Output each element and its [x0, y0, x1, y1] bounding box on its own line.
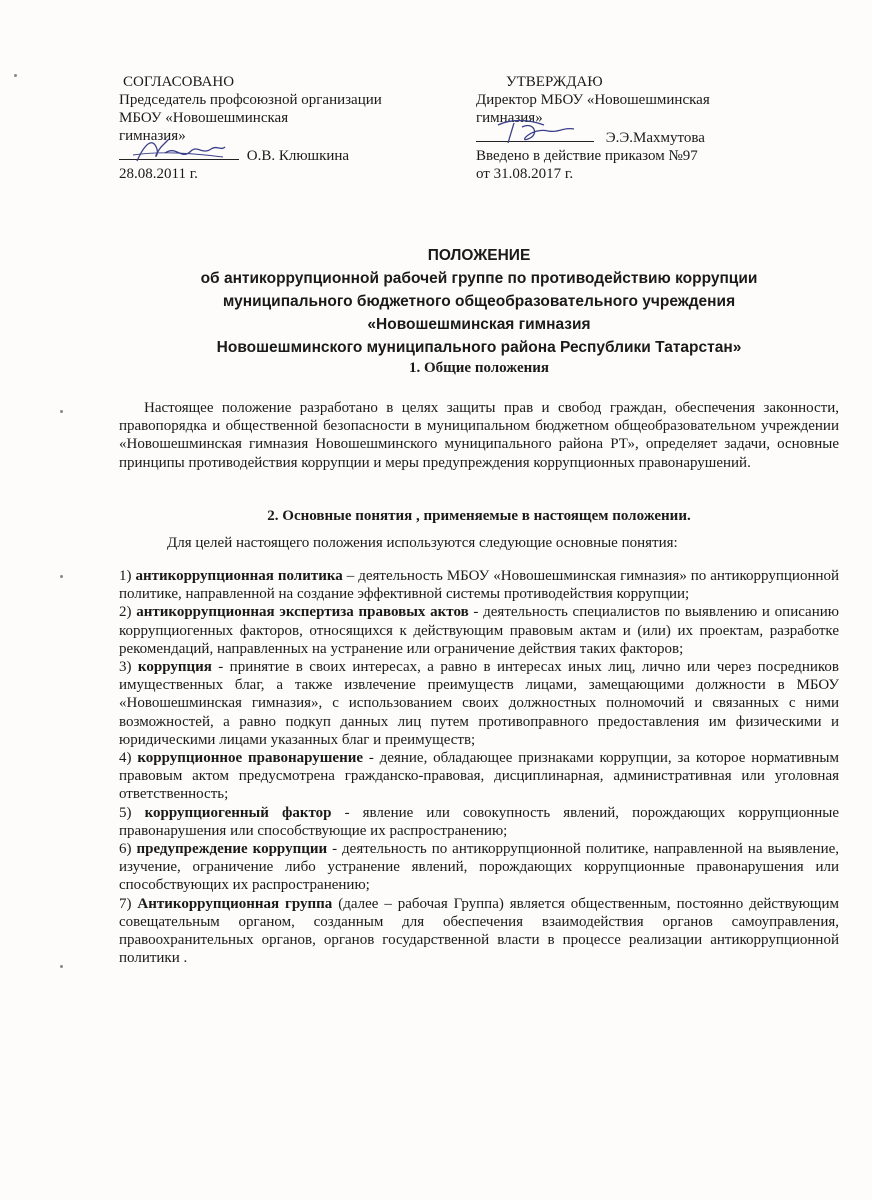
definition-item	[119, 840, 839, 895]
definition-item	[119, 749, 839, 804]
item-text: (далее – рабочая Группа) является общественным, постоянно действующим совещательным органом, созданным для обеспечения взаимодействия органов самоуправления, правоохранительных органов, органов государственной власти в процессе реализации антикоррупционной политики .	[119, 895, 839, 967]
item-number: 7)	[119, 895, 132, 912]
approval-date: от 31.08.2017 г.	[476, 166, 574, 182]
item-term: коррупциогенный фактор	[144, 804, 332, 821]
item-term: Антикоррупционная группа	[137, 895, 333, 912]
signature-line	[476, 127, 594, 142]
approval-line: Директор МБОУ «Новошешминская	[476, 92, 710, 108]
item-number: 4)	[119, 750, 132, 767]
definition-item	[119, 603, 839, 658]
document-type: ПОЛОЖЕНИЕ	[427, 247, 531, 264]
definition-item	[119, 567, 839, 603]
approval-heading: УТВЕРЖДАЮ	[506, 74, 603, 90]
definition-item	[119, 658, 839, 749]
title-line: об антикоррупционной рабочей группе по противодействию коррупции	[200, 270, 758, 287]
item-text: - деятельность специалистов по выявлению и описанию коррупциогенных факторов, относящихся к действующим правовым актам и (или) их проектам, разработке рекомендаций, направленных на устранение или ограничение действия таких факторов;	[119, 604, 839, 657]
item-term: коррупция	[137, 659, 212, 676]
definition-item	[119, 804, 839, 840]
signer-name: О.В. Клюшкина	[246, 148, 350, 164]
approval-heading: СОГЛАСОВАНО	[123, 74, 235, 90]
item-term: предупреждение коррупции	[136, 841, 328, 858]
definition-item	[119, 895, 839, 968]
signature-row	[119, 145, 449, 165]
approval-line: гимназия»	[476, 110, 543, 126]
signature-line	[119, 145, 239, 160]
item-term: антикоррупционная экспертиза правовых актов	[136, 604, 469, 621]
intro-paragraph: Настоящее положение разработано в целях защиты прав и свобод граждан, обеспечения законности, правопорядка и общественной безопасности в муниципальном бюджетном общеобразовательном учреждении «Новошешминская гимназия Новошешминского муниципального района РТ», определяет задачи, основные принципы противодействия коррупции и меры предупреждения коррупционных правонарушений.	[119, 400, 839, 471]
section-2-lead: Для целей настоящего положения используются следующие основные понятия:	[167, 535, 678, 551]
scan-speck	[14, 74, 17, 77]
scan-speck	[60, 410, 63, 413]
item-number: 5)	[119, 804, 132, 821]
signature-image	[488, 117, 584, 147]
approval-line: Председатель профсоюзной организации	[119, 92, 382, 108]
approval-line: гимназия»	[119, 128, 186, 144]
approval-line: МБОУ «Новошешминская	[119, 110, 289, 126]
title-line: Новошешминского муниципального района Республики Татарстан»	[216, 339, 742, 356]
item-number: 6)	[119, 841, 132, 858]
approval-order: Введено в действие приказом №97	[476, 148, 698, 164]
scan-speck	[60, 575, 63, 578]
title-line: «Новошешминская гимназия	[367, 316, 591, 333]
scan-speck	[60, 965, 63, 968]
section-1-heading: 1. Общие положения	[408, 360, 550, 376]
signer-name: Э.Э.Махмутова	[605, 130, 705, 146]
item-text: - явление или совокупность явлений, порождающих коррупционные правонарушения или способствующие их распространению;	[119, 804, 840, 839]
item-term: коррупционное правонарушение	[137, 750, 364, 767]
item-number: 2)	[119, 604, 132, 621]
item-number: 3)	[119, 659, 132, 676]
document-title-block	[119, 244, 839, 377]
approval-block-left	[119, 73, 449, 183]
item-text: - принятие в своих интересах, а равно в интересах иных лиц, лично или через посредников имущественных благ, а также извлечение преимуществ лицами, замещающими должности в МБОУ «Новошешминская гимназия», с использованием своих должностных полномочий и связанных с ними возможностей, а равно подкуп данных лиц путем противоправного предоставления им физическими и юридическими лицами указанных благ и преимуществ;	[119, 659, 839, 748]
item-term: антикоррупционная политика	[135, 568, 343, 584]
section-2-heading: 2. Основные понятия , применяемые в настоящем положении.	[267, 508, 691, 524]
item-text: - деяние, обладающее признаками коррупции, за которое нормативным правовым актом предусмотрена гражданско-правовая, дисциплинарная, административная или уголовная ответственность;	[119, 750, 839, 803]
title-line: муниципального бюджетного общеобразовательного учреждения	[222, 293, 736, 310]
signature-image	[131, 135, 227, 165]
approval-block-right	[476, 73, 806, 183]
item-number: 1)	[119, 568, 132, 584]
item-text: – деятельность МБОУ «Новошешминская гимназия» по антикоррупционной политике, направленной на создание эффективной системы противодействия коррупции;	[119, 568, 840, 603]
item-text: - деятельность по антикоррупционной политике, направленной на выявление, изучение, ограничение либо устранение явлений, порождающих коррупционные правонарушения или способствующих их распространению;	[119, 841, 839, 894]
approval-date: 28.08.2011 г.	[119, 166, 198, 182]
signature-row	[476, 127, 806, 147]
definitions-list	[119, 567, 839, 967]
